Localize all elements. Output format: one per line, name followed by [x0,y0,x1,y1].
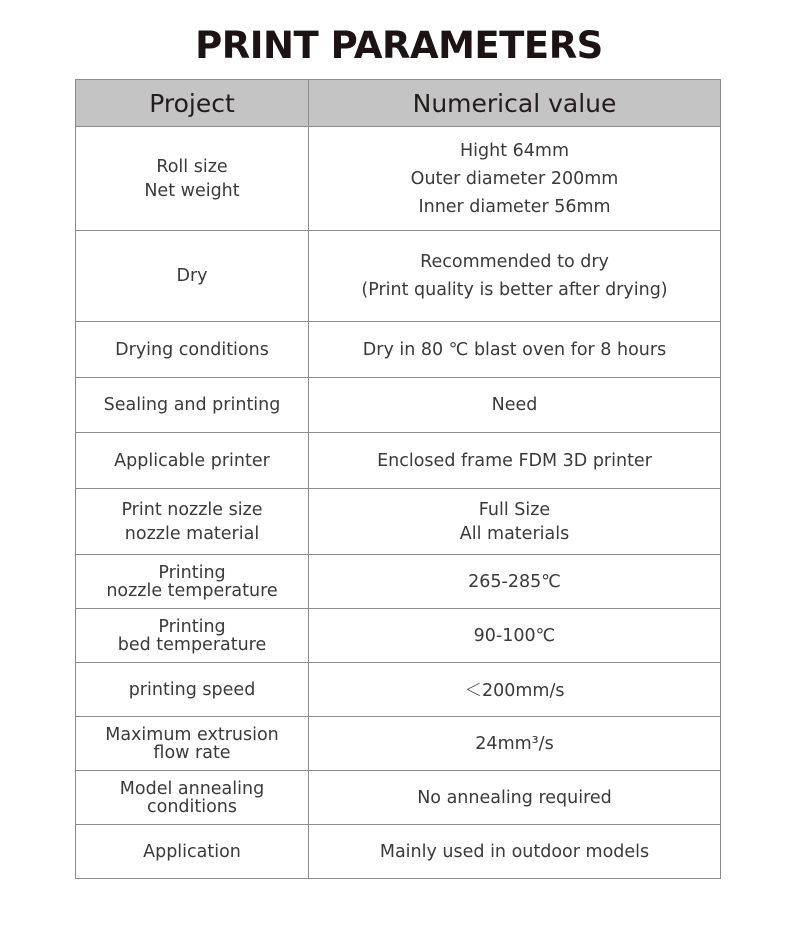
value-line: Outer diameter 200mm [410,168,619,189]
value-cell [309,433,721,489]
table-row [76,609,721,663]
value-line: 90-100℃ [473,625,556,646]
project-line: conditions [146,796,238,817]
project-cell [76,663,309,717]
value-cell [309,717,721,771]
project-line: nozzle material [124,523,260,544]
project-cell [76,825,309,879]
header-numerical-value: Numerical value [309,80,721,127]
project-cell [76,771,309,825]
table-row [76,717,721,771]
table-row [76,663,721,717]
value-line: (Print quality is better after drying) [361,280,668,300]
table-row [76,127,721,231]
value-cell [309,555,721,609]
table-header-row [76,80,721,127]
value-cell [309,609,721,663]
project-line: Printing [158,616,226,637]
project-line: Net weight [144,180,240,201]
project-line: Print nozzle size [121,499,263,520]
table-row [76,771,721,825]
value-line: Mainly used in outdoor models [379,841,650,862]
value-line: No annealing required [417,787,612,808]
value-cell [309,663,721,717]
value-line: Inner diameter 56mm [418,196,611,217]
project-cell [76,378,309,433]
table-row [76,433,721,489]
project-cell [76,489,309,555]
value-line: Dry in 80 ℃ blast oven for 8 hours [362,339,667,360]
value-cell [309,825,721,879]
print-parameters-table [75,79,721,879]
project-line: Sealing and printing [103,395,281,415]
value-line: Hight 64mm [459,140,569,161]
project-line: Application [143,841,241,862]
project-line: Maximum extrusion [105,724,279,745]
project-cell [76,433,309,489]
table-row [76,231,721,322]
project-line: Roll size [156,156,228,177]
table-row [76,378,721,433]
value-cell [309,489,721,555]
project-line: Model annealing [119,778,265,799]
project-cell [76,555,309,609]
project-line: bed temperature [117,634,267,655]
value-line: Enclosed frame FDM 3D printer [377,450,652,471]
value-cell [309,322,721,378]
table-row [76,825,721,879]
project-cell [76,322,309,378]
table-row [76,322,721,378]
project-line: Drying conditions [115,339,269,360]
project-cell [76,231,309,322]
value-line: 24mm³/s [475,733,554,754]
value-line: ＜200mm/s [464,681,565,701]
project-line: Applicable printer [114,450,270,471]
page-title: PRINT PARAMETERS [195,24,603,67]
project-cell [76,127,309,231]
table-row [76,555,721,609]
project-line: printing speed [128,679,256,700]
value-cell [309,378,721,433]
value-cell [309,771,721,825]
project-line: Dry [176,266,208,286]
value-cell [309,231,721,322]
value-line: All materials [459,523,570,544]
value-line: Need [491,395,538,415]
value-line: 265-285℃ [468,571,561,592]
table-row [76,489,721,555]
value-line: Full Size [478,499,551,520]
header-project: Project [76,80,309,127]
project-cell [76,717,309,771]
value-cell [309,127,721,231]
project-line: flow rate [153,742,231,763]
project-line: Printing [158,562,226,583]
project-line: nozzle temperature [106,580,278,601]
project-cell [76,609,309,663]
value-line: Recommended to dry [420,252,609,272]
